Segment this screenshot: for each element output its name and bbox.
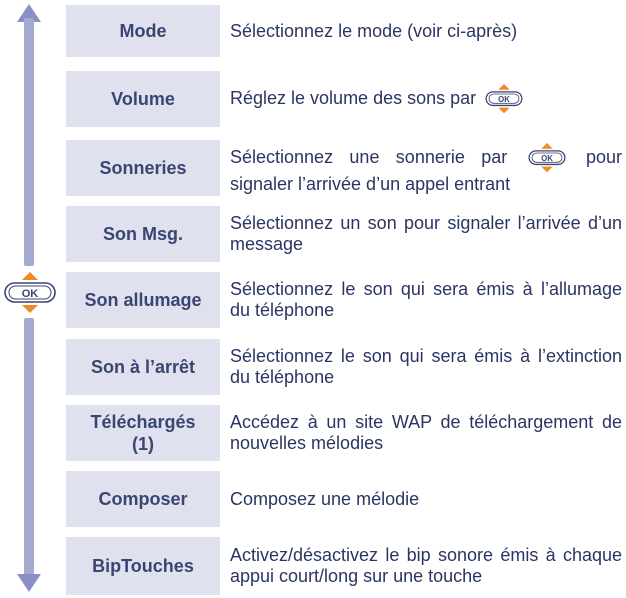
menu-label-sonneries: Sonneries	[66, 140, 220, 196]
ok-navigation-icon	[484, 83, 524, 115]
menu-row-son-arret	[66, 339, 626, 395]
menu-label-son-msg: Son Msg.	[66, 206, 220, 262]
menu-label-volume: Volume	[66, 71, 220, 127]
menu-desc-sonneries-text-after: pour signaler l’arrivée d’un appel entrant	[230, 146, 622, 194]
menu-label-son-arret: Son à l’arrêt	[66, 339, 220, 395]
menu-label-son-allumage: Son allumage	[66, 272, 220, 328]
scroll-down-arrow-icon	[17, 574, 41, 592]
menu-row-sonneries	[66, 140, 626, 196]
menu-desc-son-allumage: Sélectionnez le son qui sera émis à l’allumage du téléphone	[230, 279, 622, 320]
menu-label-mode: Mode	[66, 5, 220, 57]
svg-text:OK: OK	[540, 153, 553, 163]
menu-desc-volume-text: Réglez le volume des sons par	[230, 87, 477, 108]
scroll-rail-bottom	[24, 318, 34, 576]
menu-row-biptouches	[66, 537, 626, 595]
svg-text:OK: OK	[498, 94, 511, 104]
menu-desc-sonneries	[220, 140, 626, 196]
menu-desc-telecharges: Accédez à un site WAP de téléchargement de nouvelles mélodies	[230, 412, 622, 453]
menu-row-volume	[66, 71, 626, 127]
menu-desc-son-arret: Sélectionnez le son qui sera émis à l’extinction du téléphone	[230, 346, 622, 387]
menu-row-son-msg	[66, 206, 626, 262]
menu-label-composer: Composer	[66, 471, 220, 527]
menu-row-son-allumage	[66, 272, 626, 328]
menu-row-composer	[66, 471, 626, 527]
menu-label-telecharges: Téléchargés (1)	[66, 405, 220, 461]
ok-label: OK	[21, 288, 39, 300]
menu-row-mode	[66, 5, 626, 57]
menu-desc-son-msg: Sélectionnez un son pour signaler l’arrivée d’un message	[230, 213, 622, 254]
scroll-rail-top	[24, 18, 34, 266]
menu-row-telecharges	[66, 405, 626, 461]
menu-desc-mode: Sélectionnez le mode (voir ci-après)	[230, 20, 518, 41]
menu-desc-sonneries-text: Sélectionnez une sonnerie par	[230, 146, 508, 167]
menu-desc-biptouches: Activez/désactivez le bip sonore émis à chaque appui court/long sur une touche	[230, 545, 622, 586]
menu-desc-composer: Composez une mélodie	[230, 488, 420, 509]
ok-navigation-icon	[527, 142, 567, 174]
menu-desc-volume	[220, 71, 626, 127]
ok-navigation-icon	[2, 272, 58, 314]
menu-label-biptouches: BipTouches	[66, 537, 220, 595]
